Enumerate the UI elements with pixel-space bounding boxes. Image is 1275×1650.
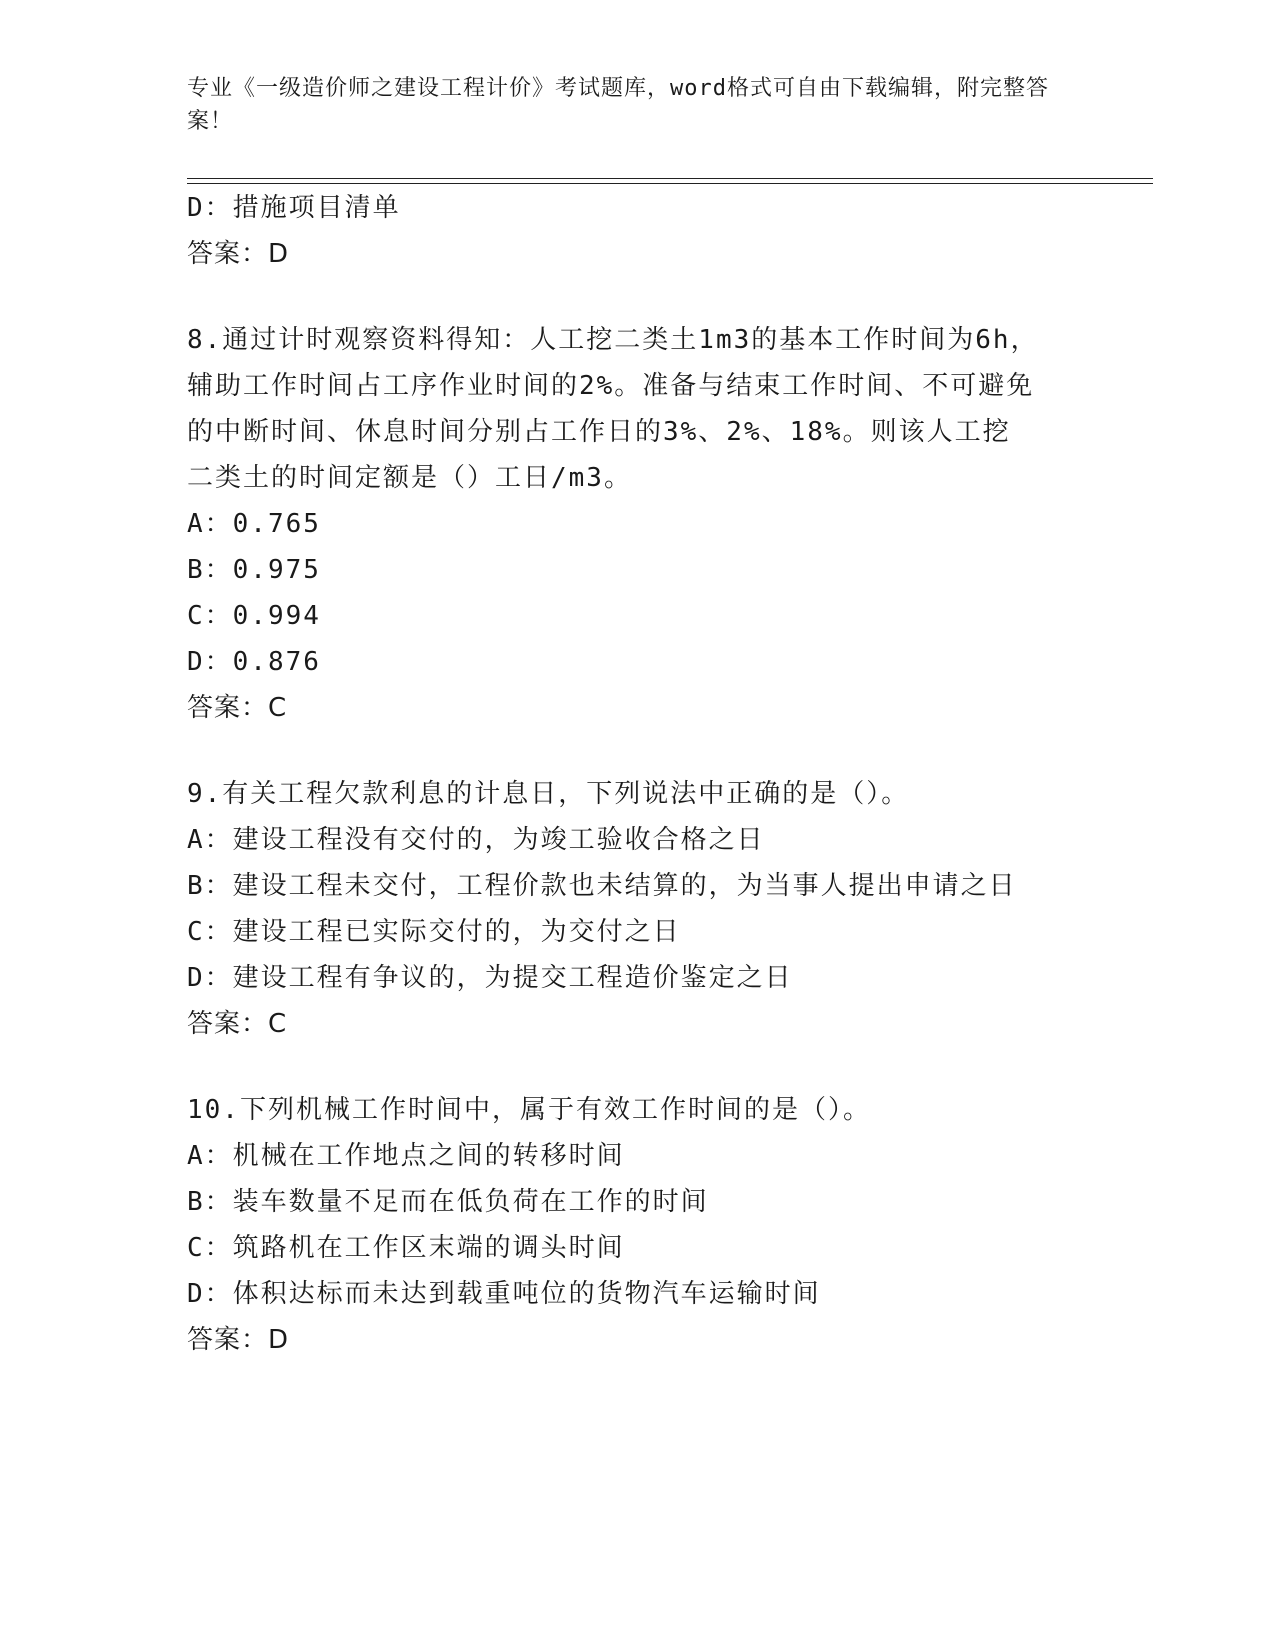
document-body xyxy=(187,185,1087,1363)
option-a: A：机械在工作地点之间的转移时间 xyxy=(187,1141,625,1171)
answer: 答案：D xyxy=(187,1325,290,1355)
question-stem-line: 二类土的时间定额是（）工日/m3。 xyxy=(187,463,632,493)
header-text: 专业《一级造价师之建设工程计价》考试题库，word格式可自由下载编辑，附完整答案！ xyxy=(187,76,1049,134)
question-10 xyxy=(187,1087,1087,1363)
header-rule-bottom xyxy=(187,183,1153,184)
option-d: D：建设工程有争议的，为提交工程造价鉴定之日 xyxy=(187,963,793,993)
option-a: A：建设工程没有交付的，为竣工验收合格之日 xyxy=(187,825,765,855)
option-c: C：建设工程已实际交付的，为交付之日 xyxy=(187,917,681,947)
question-9 xyxy=(187,771,1087,1047)
question-8 xyxy=(187,317,1087,731)
option-d: D：体积达标而未达到载重吨位的货物汽车运输时间 xyxy=(187,1279,821,1309)
page-header xyxy=(187,72,1067,138)
option-d: D：0.876 xyxy=(187,647,321,677)
option-b: B：建设工程未交付，工程价款也未结算的，为当事人提出申请之日 xyxy=(187,871,1017,901)
question-stem-line: 8.通过计时观察资料得知：人工挖二类土1m3的基本工作时间为6h， xyxy=(187,325,1039,355)
question-stem-line: 的中断时间、休息时间分别占工作日的3%、2%、18%。则该人工挖 xyxy=(187,417,1011,447)
option-a: A：0.765 xyxy=(187,509,321,539)
answer: 答案：C xyxy=(187,693,288,723)
option-c: C：筑路机在工作区末端的调头时间 xyxy=(187,1233,625,1263)
answer: 答案：C xyxy=(187,1009,288,1039)
header-rule-top xyxy=(187,178,1153,179)
question-stem-line: 10.下列机械工作时间中，属于有效工作时间的是（）。 xyxy=(187,1095,871,1125)
question-stem-line: 9.有关工程欠款利息的计息日，下列说法中正确的是（）。 xyxy=(187,779,910,809)
option-b: B：装车数量不足而在低负荷在工作的时间 xyxy=(187,1187,709,1217)
prev-option-d: D：措施项目清单 xyxy=(187,193,401,223)
option-b: B：0.975 xyxy=(187,555,321,585)
option-c: C：0.994 xyxy=(187,601,321,631)
prev-answer: 答案：D xyxy=(187,239,290,269)
question-stem-line: 辅助工作时间占工序作业时间的2%。准备与结束工作时间、不可避免 xyxy=(187,371,1035,401)
